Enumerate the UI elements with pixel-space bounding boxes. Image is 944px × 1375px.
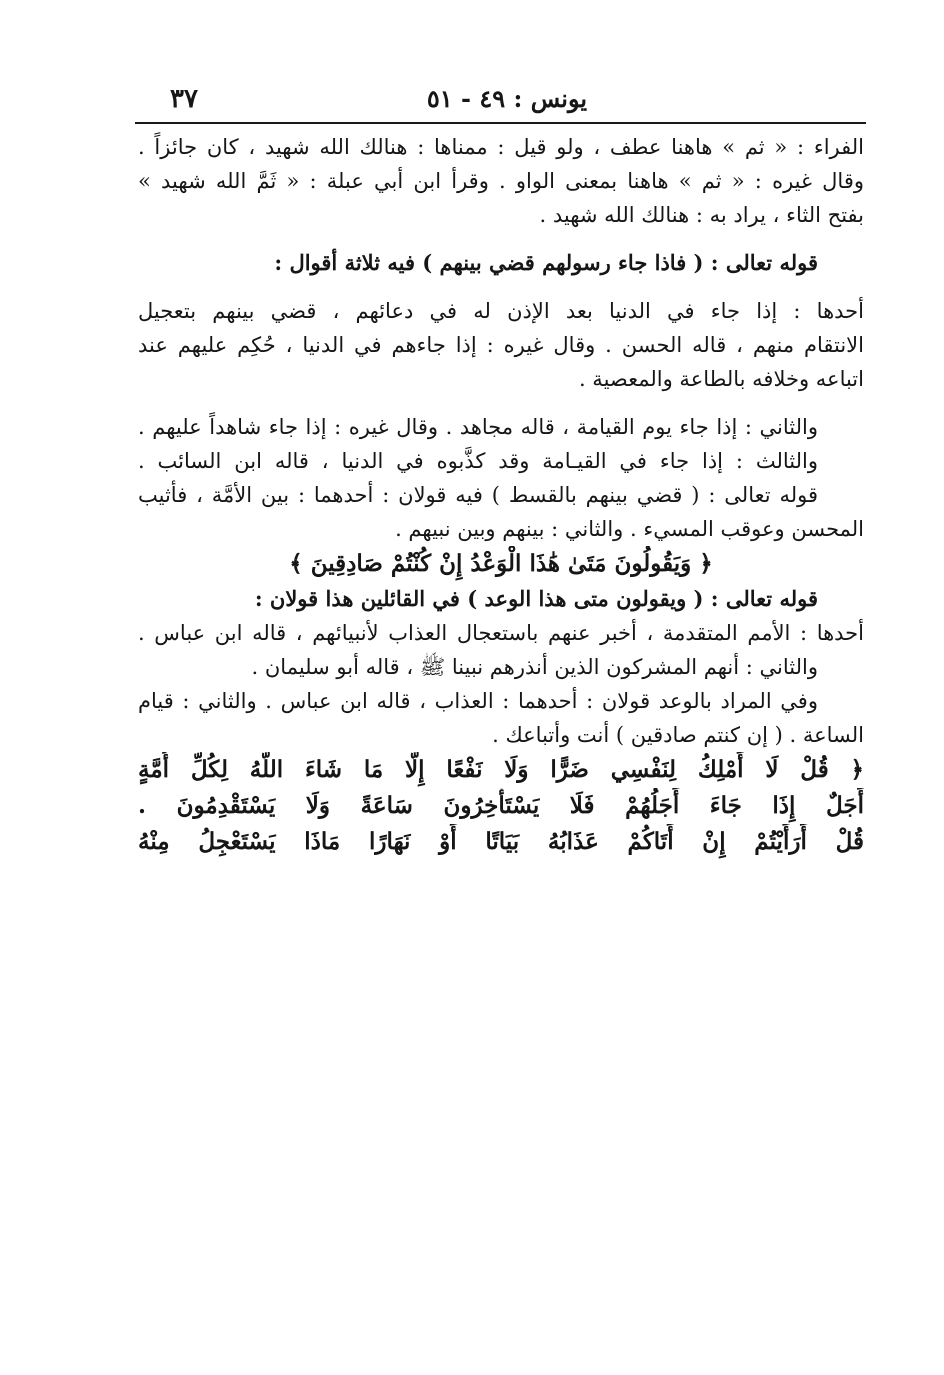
text-line: بفتح الثاء ، يراد به : هنالك الله شهيد . [539,203,864,227]
text-line: والثاني : أنهم المشركون الذين أنذرهم نبينا ﷺ ، قاله أبو سليمان . [251,655,818,679]
quran-verse: قُلْ أَرَأَيْتُمْ إِنْ أَتَاكُمْ عَذَابُهُ بَيَاتًا أَوْ نَهَارًا مَاذَا يَسْتَعْجِلُ مِنْهُ [138,828,864,855]
text-line: قوله تعالى : ( فاذا جاء رسولهم قضي بينهم ) فيه ثلاثة أقوال : [274,250,818,275]
text-line: الفراء : « ثم » هاهنا عطف ، ولو قيل : ممناها : هنالك الله شهيد ، كان جائزاً . [138,135,864,159]
quran-verse: ﴿ قُلْ لَا أَمْلِكُ لِنَفْسِي ضَرًّا وَلَا نَفْعًا إِلَّا مَا شَاءَ اللَّهُ لِكُلِّ أُمَّةٍ [138,756,864,783]
quran-verse: أَجَلٌ إِذَا جَاءَ أَجَلُهُمْ فَلَا يَسْتَأْخِرُونَ سَاعَةً وَلَا يَسْتَقْدِمُونَ . [138,792,864,819]
text-line: المحسن وعوقب المسيء . والثاني : بينهم وبين نبيهم . [395,517,864,541]
text-line: وفي المراد بالوعد قولان : أحدهما : العذاب ، قاله ابن عباس . والثاني : قيام [138,689,818,713]
running-head: يونس : ٤٩ - ٥١ [426,84,588,113]
text-line: أحدها : إذا جاء في الدنيا بعد الإذن له في دعائهم ، قضي بينهم بتعجيل [138,299,864,323]
text-line: قوله تعالى : ( ويقولون متى هذا الوعد ) في القائلين هذا قولان : [254,586,818,611]
page-header [150,78,864,118]
text-line: وقال غيره : « ثم » هاهنا بمعنى الواو . وقرأ ابن أبي عبلة : « ثَمَّ الله شهيد » [138,169,864,193]
quran-verse: ﴿ وَيَقُولُونَ مَتَىٰ هَٰذَا الْوَعْدُ إِنْ كُنْتُمْ صَادِقِينَ ﴾ [289,550,713,577]
commentary-text [138,130,864,860]
header-rule [135,122,866,124]
page-number: ٣٧ [170,84,198,114]
text-line: قوله تعالى : ( قضي بينهم بالقسط ) فيه قولان : أحدهما : بين الأمَّة ، فأثيب [138,483,818,507]
text-line: اتباعه وخلافه بالطاعة والمعصية . [578,367,864,391]
text-line: والثالث : إذا جاء في القيـامة وقد كذَّبوه في الدنيا ، قاله ابن السائب . [138,449,818,473]
text-line: أحدها : الأمم المتقدمة ، أخبر عنهم باستعجال العذاب لأنبيائهم ، قاله ابن عباس . [138,621,864,645]
text-line: والثاني : إذا جاء يوم القيامة ، قاله مجاهد . وقال غيره : إذا جاء شاهداً عليهم . [138,415,818,439]
text-line: الانتقام منهم ، قاله الحسن . وقال غيره : إذا جاءهم في الدنيا ، حُكِم عليهم عند [138,333,864,357]
text-line: الساعة . ( إن كنتم صادقين ) أنت وأتباعك . [492,723,864,747]
